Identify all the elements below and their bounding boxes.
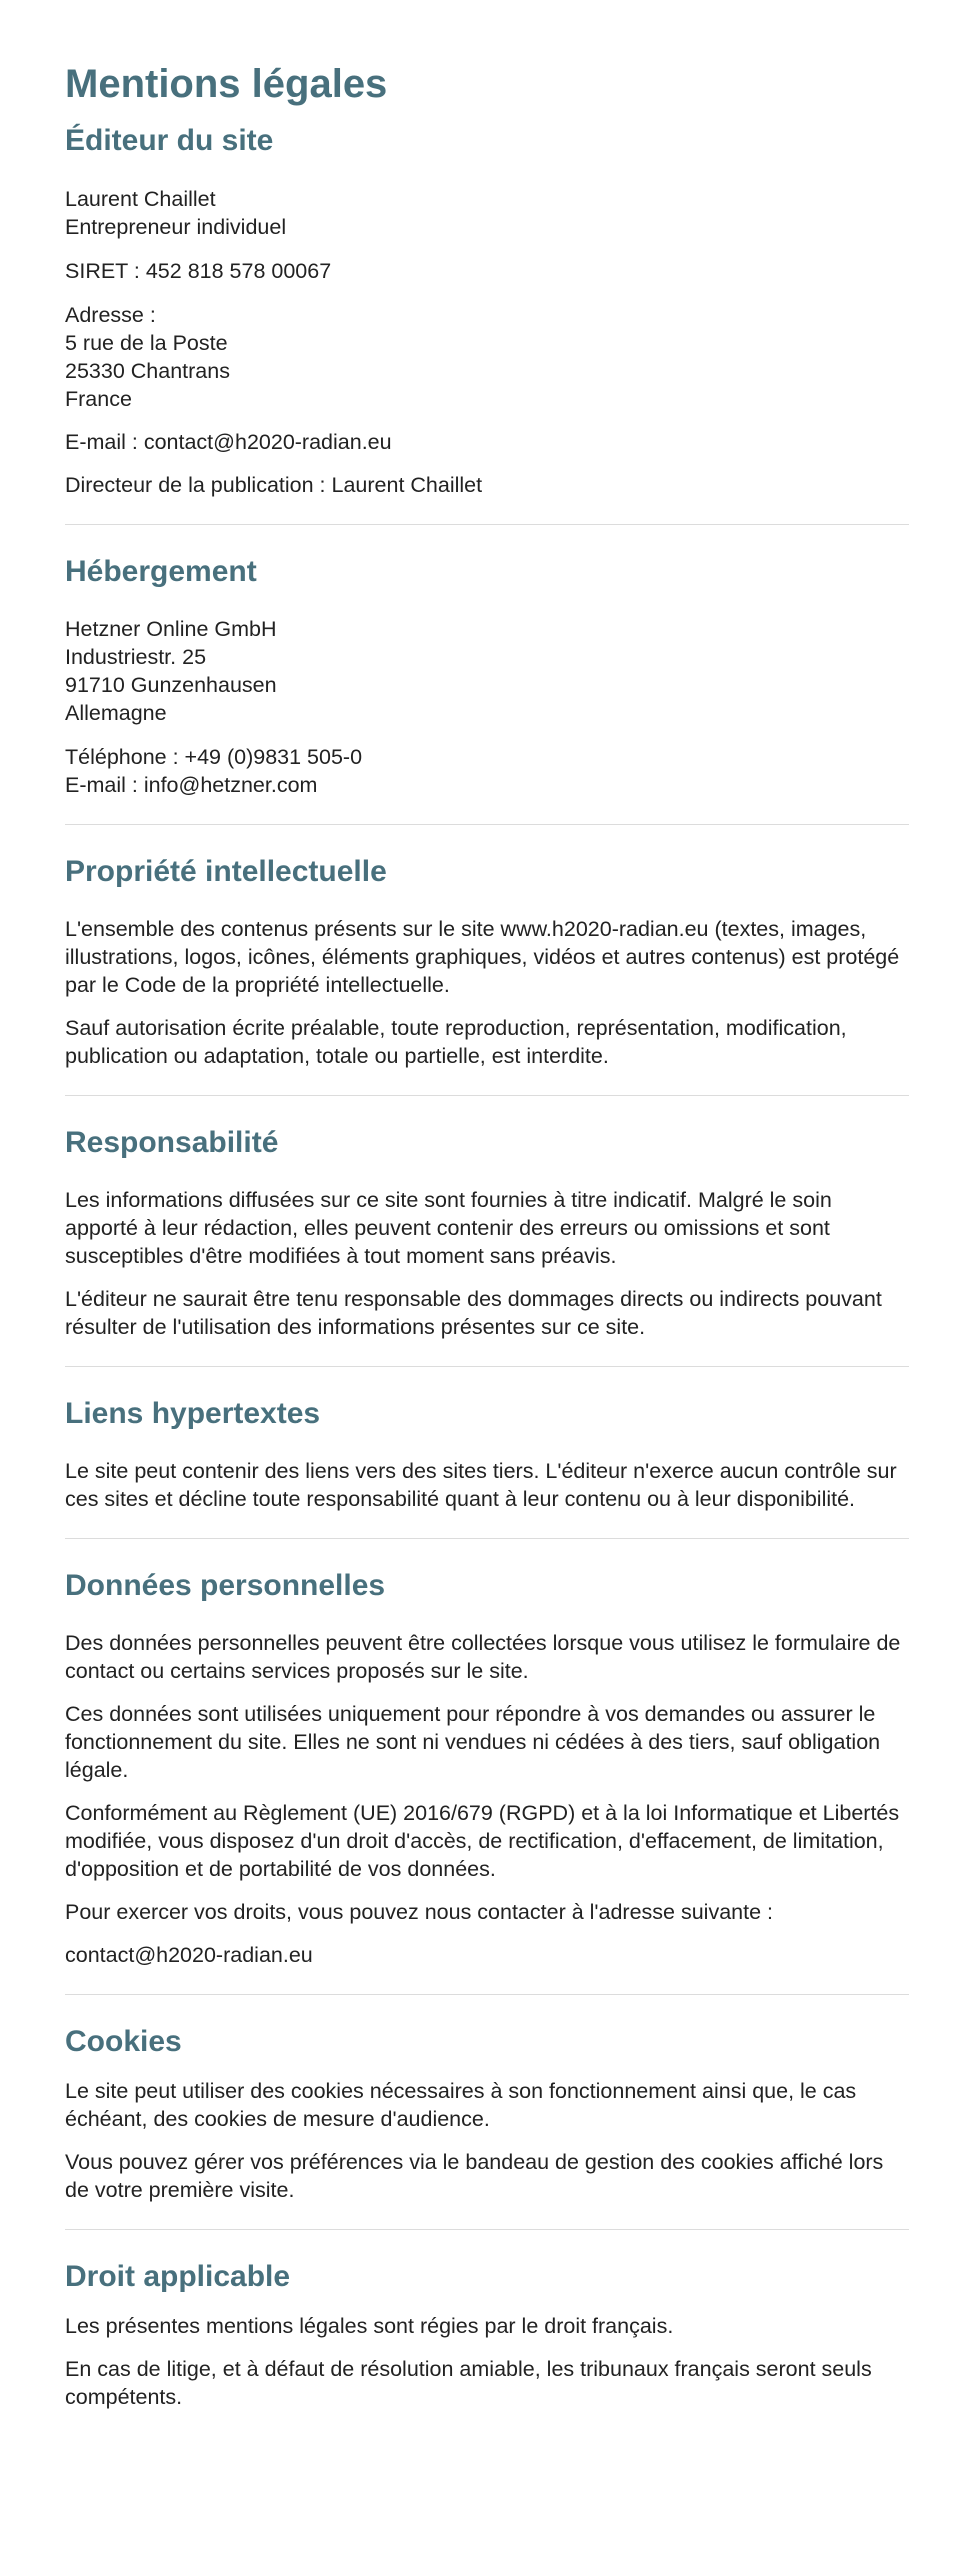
host-email: E-mail : info@hetzner.com bbox=[65, 773, 318, 797]
paragraph: Les présentes mentions légales sont régies par le droit français. bbox=[65, 2314, 674, 2338]
editeur-address-street: 5 rue de la Poste bbox=[65, 331, 228, 355]
page-title: Mentions légales bbox=[65, 62, 388, 106]
paragraph: Le site peut contenir des liens vers des sites tiers. L'éditeur n'exerce aucun contrôle sur ces sites et décline toute responsabilité quant à leur contenu ou à leur disponibilité. bbox=[65, 1459, 897, 1511]
paragraph: Le site peut utiliser des cookies nécessaires à son fonctionnement ainsi que, le cas échéant, des cookies de mesure d'audience. bbox=[65, 2079, 857, 2131]
section-cookies bbox=[65, 2024, 909, 2204]
paragraph: Conformément au Règlement (UE) 2016/679 (RGPD) et à la loi Informatique et Libertés modifiée, vous disposez d'un droit d'accès, de rectification, d'effacement, de limitation, d'opposition et de portabilité de vos données. bbox=[65, 1801, 900, 1881]
paragraph: Des données personnelles peuvent être collectées lorsque vous utilisez le formulaire de contact ou certains services proposés sur le site. bbox=[65, 1631, 901, 1683]
editeur-identity bbox=[65, 185, 909, 241]
editeur-status: Entrepreneur individuel bbox=[65, 215, 287, 239]
host-street: Industriestr. 25 bbox=[65, 645, 207, 669]
editeur-email: E-mail : contact@h2020-radian.eu bbox=[65, 430, 392, 454]
section-divider bbox=[65, 824, 909, 825]
section-heading-cookies: Cookies bbox=[65, 2025, 182, 2058]
section-heading-propriete: Propriété intellectuelle bbox=[65, 855, 387, 888]
section-responsabilite bbox=[65, 1125, 909, 1341]
section-hebergement bbox=[65, 554, 909, 799]
section-editeur bbox=[65, 123, 909, 499]
paragraph: Pour exercer vos droits, vous pouvez nous contacter à l'adresse suivante : bbox=[65, 1900, 773, 1924]
host-address bbox=[65, 615, 909, 727]
editeur-address bbox=[65, 301, 909, 413]
editeur-address-label: Adresse : bbox=[65, 303, 156, 327]
host-name: Hetzner Online GmbH bbox=[65, 617, 277, 641]
section-heading-donnees: Données personnelles bbox=[65, 1569, 386, 1602]
paragraph: Sauf autorisation écrite préalable, toute reproduction, représentation, modification, publication ou adaptation, totale ou partielle, est interdite. bbox=[65, 1016, 847, 1068]
editeur-siret: SIRET : 452 818 578 00067 bbox=[65, 259, 332, 283]
contact-email: contact@h2020-radian.eu bbox=[65, 1943, 313, 1967]
paragraph: L'éditeur ne saurait être tenu responsable des dommages directs ou indirects pouvant résulter de l'utilisation des informations présentes sur ce site. bbox=[65, 1287, 882, 1339]
section-heading-droit: Droit applicable bbox=[65, 2260, 291, 2293]
section-divider bbox=[65, 524, 909, 525]
editeur-address-country: France bbox=[65, 387, 132, 411]
paragraph: En cas de litige, et à défaut de résolution amiable, les tribunaux français seront seuls compétents. bbox=[65, 2357, 872, 2409]
host-country: Allemagne bbox=[65, 701, 167, 725]
section-droit bbox=[65, 2259, 909, 2411]
section-donnees bbox=[65, 1568, 909, 1969]
editeur-director: Directeur de la publication : Laurent Chaillet bbox=[65, 473, 483, 497]
paragraph: Les informations diffusées sur ce site sont fournies à titre indicatif. Malgré le soin apporté à leur rédaction, elles peuvent contenir des erreurs ou omissions et sont susceptibles d'être modifiées à tout moment sans préavis. bbox=[65, 1188, 832, 1268]
section-divider bbox=[65, 2229, 909, 2230]
section-divider bbox=[65, 1095, 909, 1096]
host-phone: Téléphone : +49 (0)9831 505-0 bbox=[65, 745, 363, 769]
editeur-address-city: 25330 Chantrans bbox=[65, 359, 230, 383]
paragraph: Ces données sont utilisées uniquement pour répondre à vos demandes ou assurer le fonctionnement du site. Elles ne sont ni vendues ni cédées à des tiers, sauf obligation légale. bbox=[65, 1702, 881, 1782]
editeur-name: Laurent Chaillet bbox=[65, 187, 216, 211]
section-divider bbox=[65, 1538, 909, 1539]
host-city: 91710 Gunzenhausen bbox=[65, 673, 277, 697]
section-divider bbox=[65, 1994, 909, 1995]
section-heading-hebergement: Hébergement bbox=[65, 555, 257, 588]
section-heading-responsabilite: Responsabilité bbox=[65, 1126, 279, 1159]
section-propriete bbox=[65, 854, 909, 1070]
section-heading-liens: Liens hypertextes bbox=[65, 1397, 321, 1430]
paragraph: Vous pouvez gérer vos préférences via le bandeau de gestion des cookies affiché lors de votre première visite. bbox=[65, 2150, 884, 2202]
section-heading-editeur: Éditeur du site bbox=[65, 124, 274, 157]
section-divider bbox=[65, 1366, 909, 1367]
section-liens bbox=[65, 1396, 909, 1513]
host-contact bbox=[65, 743, 909, 799]
paragraph: L'ensemble des contenus présents sur le site www.h2020-radian.eu (textes, images, illustrations, logos, icônes, éléments graphiques, vidéos et autres contenus) est protégé par le Code de la propriété intellectuelle. bbox=[65, 917, 900, 997]
